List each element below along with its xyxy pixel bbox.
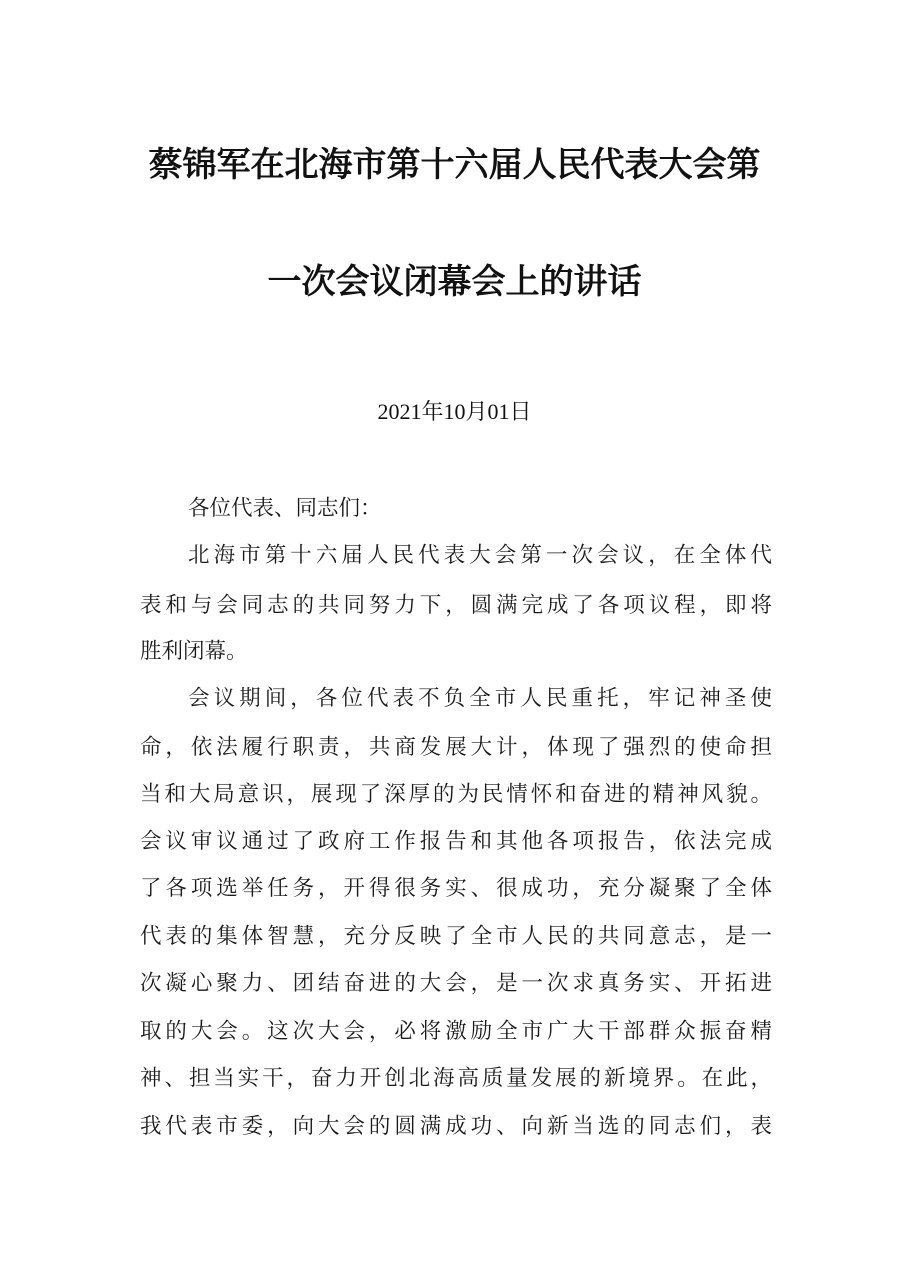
- document-title-line-2: 一次会议闭幕会上的讲话: [267, 262, 642, 302]
- document-date: 2021年10月01日: [377, 399, 532, 424]
- document-title-line-1: 蔡锦军在北海市第十六届人民代表大会第: [148, 145, 761, 185]
- paragraph-line: 会议期间，各位代表不负全市人民重托，牢记神圣使: [188, 686, 772, 711]
- paragraph-line: 北海市第十六届人民代表大会第一次会议，在全体代: [188, 543, 772, 568]
- paragraph-line: 了各项选举任务，开得很务实、很成功，充分凝聚了全体: [140, 876, 772, 901]
- salutation: 各位代表、同志们：: [188, 496, 382, 521]
- paragraph-line: 次凝心聚力、团结奋进的大会，是一次求真务实、开拓进: [140, 971, 772, 996]
- paragraph-line: 会议审议通过了政府工作报告和其他各项报告，依法完成: [140, 829, 772, 854]
- paragraph-line: 取的大会。这次大会，必将激励全市广大干部群众振奋精: [140, 1019, 772, 1044]
- paragraph-line: 表和与会同志的共同努力下，圆满完成了各项议程，即将: [140, 593, 772, 618]
- paragraph-line: 我代表市委，向大会的圆满成功、向新当选的同志们，表: [140, 1114, 772, 1139]
- paragraph-line: 代表的集体智慧，充分反映了全市人民的共同意志，是一: [140, 924, 772, 949]
- paragraph-line: 命，依法履行职责，共商发展大计，体现了强烈的使命担: [140, 735, 772, 760]
- paragraph-line: 神、担当实干，奋力开创北海高质量发展的新境界。在此，: [140, 1066, 772, 1091]
- paragraph-line: 当和大局意识，展现了深厚的为民情怀和奋进的精神风貌。: [140, 782, 772, 807]
- paragraph-line: 胜利闭幕。: [140, 639, 248, 664]
